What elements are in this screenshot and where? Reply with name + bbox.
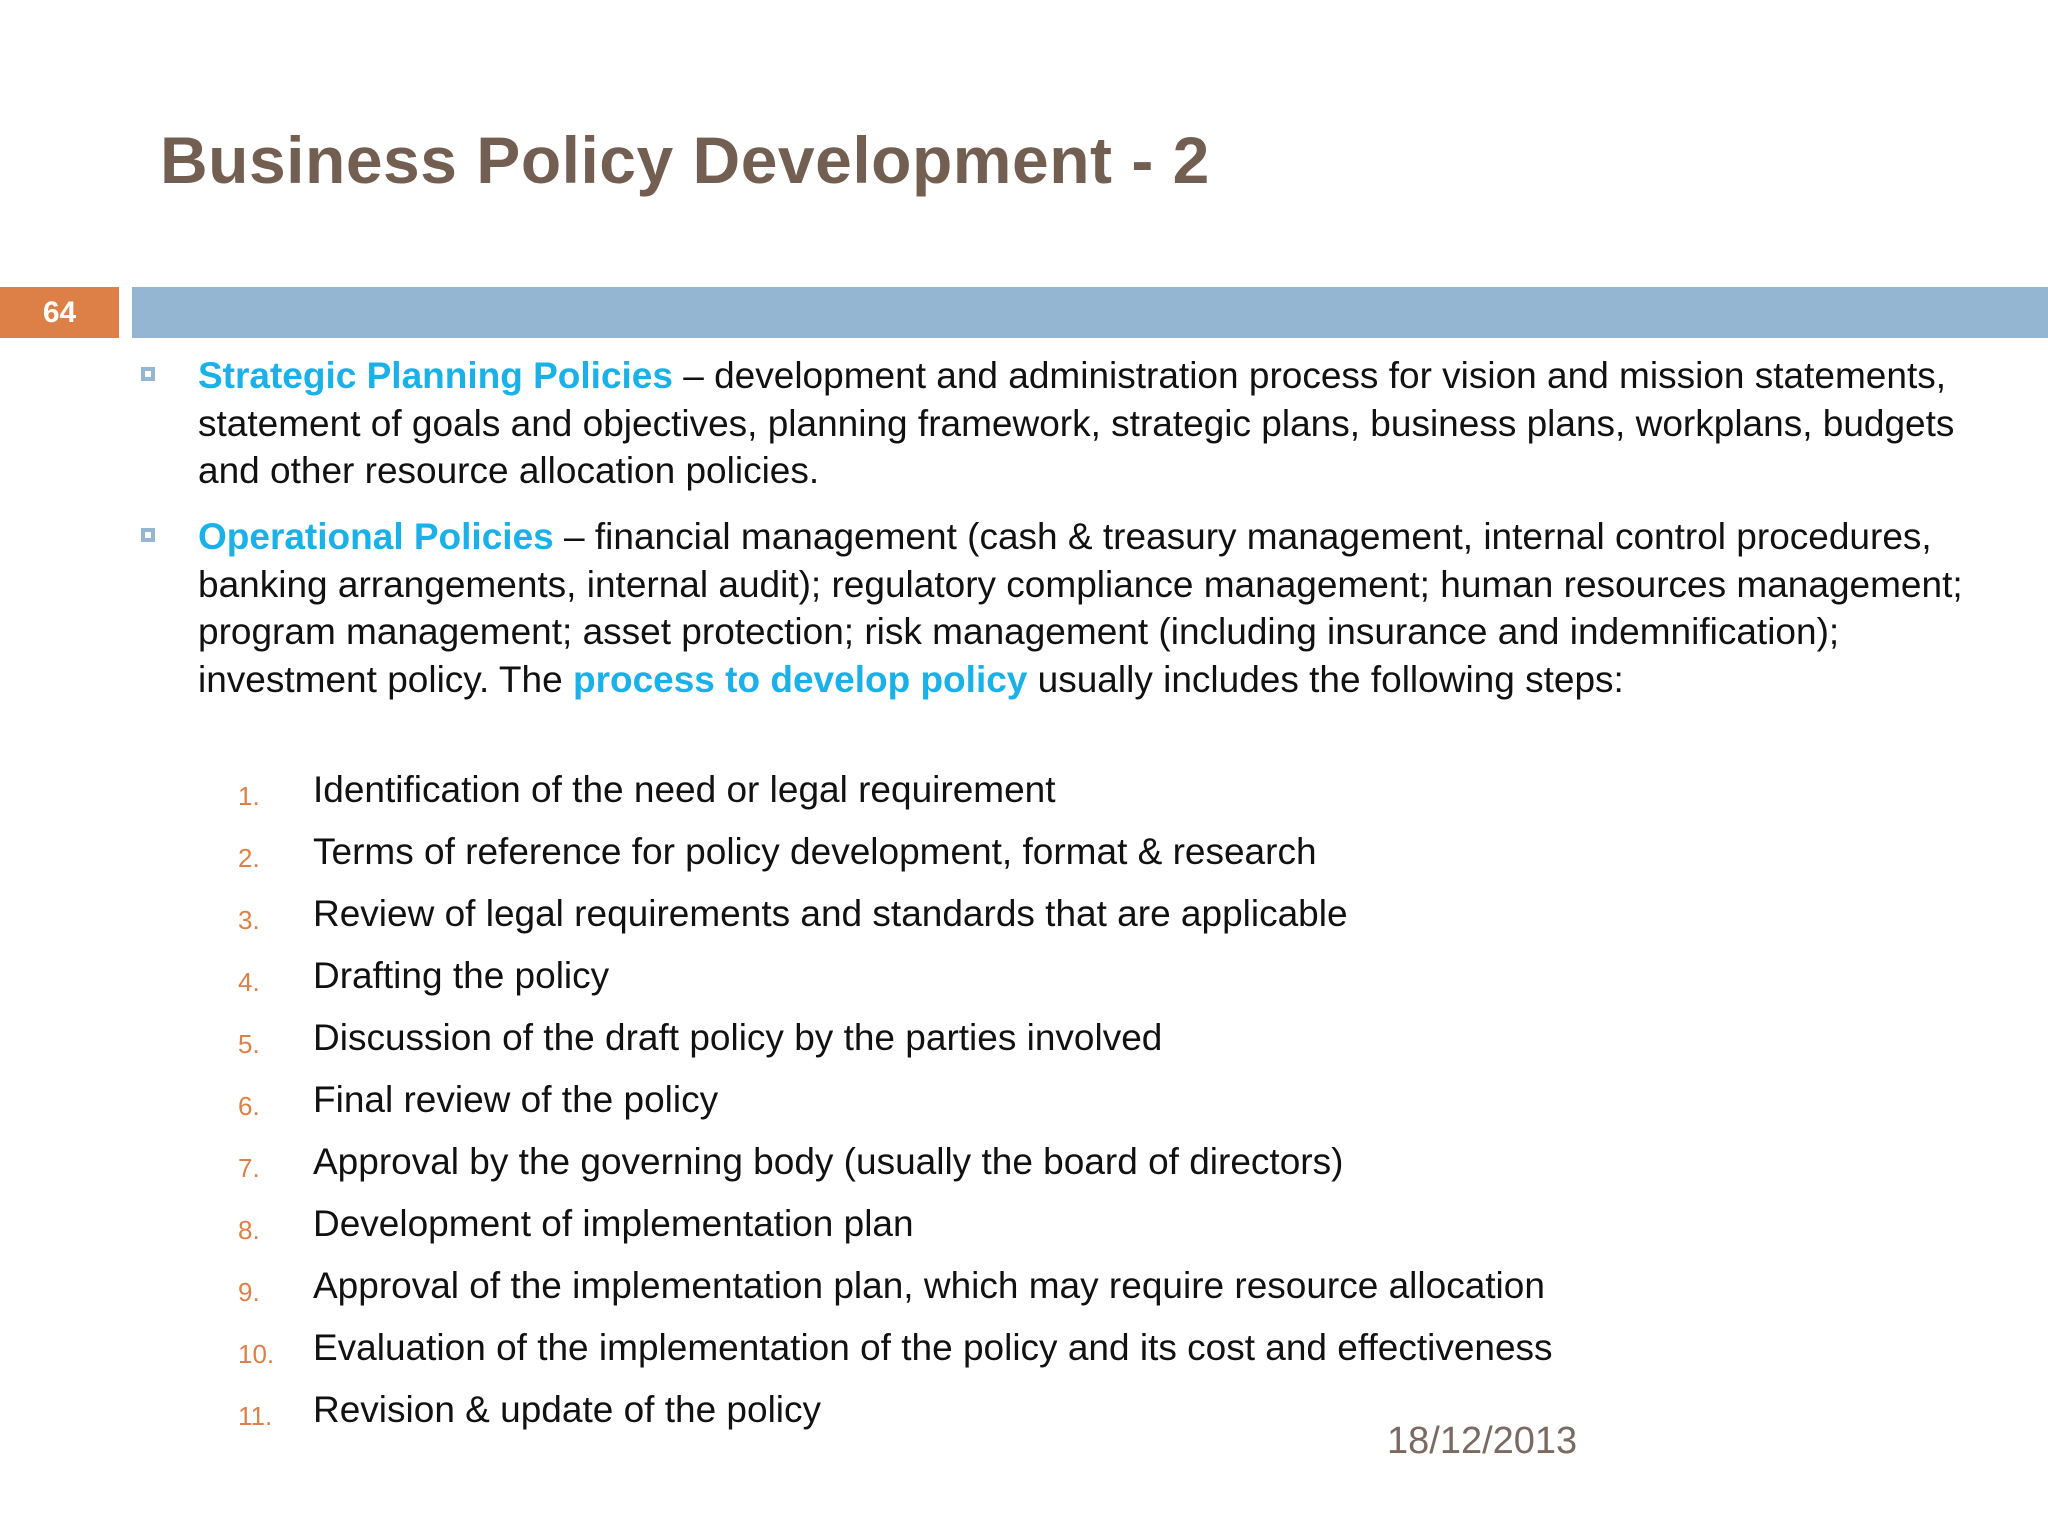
step-text: Development of implementation plan [313, 1203, 914, 1244]
step-number: 3. [238, 905, 260, 935]
list-item [238, 952, 1553, 1014]
step-text: Approval by the governing body (usually the board of directors) [313, 1141, 1344, 1182]
step-text: Final review of the policy [313, 1079, 719, 1120]
paragraph-strategic [198, 352, 1978, 495]
list-item [238, 1386, 1553, 1448]
list-item [238, 1138, 1553, 1200]
slide-title: Business Policy Development - 2 [160, 123, 1210, 197]
list-item [238, 1076, 1553, 1138]
step-text: Identification of the need or legal requirement [313, 769, 1056, 810]
step-text: Evaluation of the implementation of the policy and its cost and effectiveness [313, 1327, 1553, 1368]
list-item [238, 828, 1553, 890]
step-text: Approval of the implementation plan, which may require resource allocation [313, 1265, 1545, 1306]
step-number: 8. [238, 1215, 260, 1245]
steps-list [238, 766, 1553, 1448]
step-text: Review of legal requirements and standards that are applicable [313, 893, 1348, 934]
step-text: Discussion of the draft policy by the parties involved [313, 1017, 1163, 1058]
list-item [238, 1324, 1553, 1386]
slide-number [0, 287, 119, 338]
step-number: 6. [238, 1091, 260, 1121]
header-bar [132, 287, 2048, 338]
process-highlight: process to develop policy [572, 659, 1028, 701]
step-text: Revision & update of the policy [313, 1389, 822, 1430]
step-number: 9. [238, 1277, 260, 1307]
square-bullet-icon [141, 528, 155, 542]
step-number: 5. [238, 1029, 260, 1059]
list-item [238, 766, 1553, 828]
operational-text: – financial management (cash & treasury management, internal control procedures, banking arrangements, internal audit); regulatory compliance management; human resources management; program management; asset protection; risk management (including insurance and indemnification); investment policy. The [198, 516, 1963, 701]
list-item [238, 1262, 1553, 1324]
step-text: Terms of reference for policy development, format & research [313, 831, 1317, 872]
list-item [238, 1014, 1553, 1076]
list-item [238, 890, 1553, 952]
step-number: 4. [238, 967, 260, 997]
step-number: 10. [238, 1339, 275, 1369]
step-number: 1. [238, 781, 260, 811]
step-number: 7. [238, 1153, 260, 1183]
operational-text-end: usually includes the following steps: [1027, 659, 1624, 701]
strategic-text: – development and administration process for vision and mission statements, statement of goals and objectives, planning framework, strategic plans, business plans, workplans, budgets and other resource allocation policies. [198, 355, 1955, 492]
step-number: 2. [238, 843, 260, 873]
slide-number-text: 64 [42, 295, 77, 329]
paragraph-operational [198, 513, 1978, 704]
slide-date: 18/12/2013 [1387, 1420, 1578, 1462]
operational-heading: Operational Policies [198, 516, 554, 557]
strategic-heading: Strategic Planning Policies [198, 355, 673, 396]
step-text: Drafting the policy [313, 955, 610, 996]
list-item [238, 1200, 1553, 1262]
step-number: 11. [238, 1401, 273, 1431]
square-bullet-icon [141, 367, 155, 381]
